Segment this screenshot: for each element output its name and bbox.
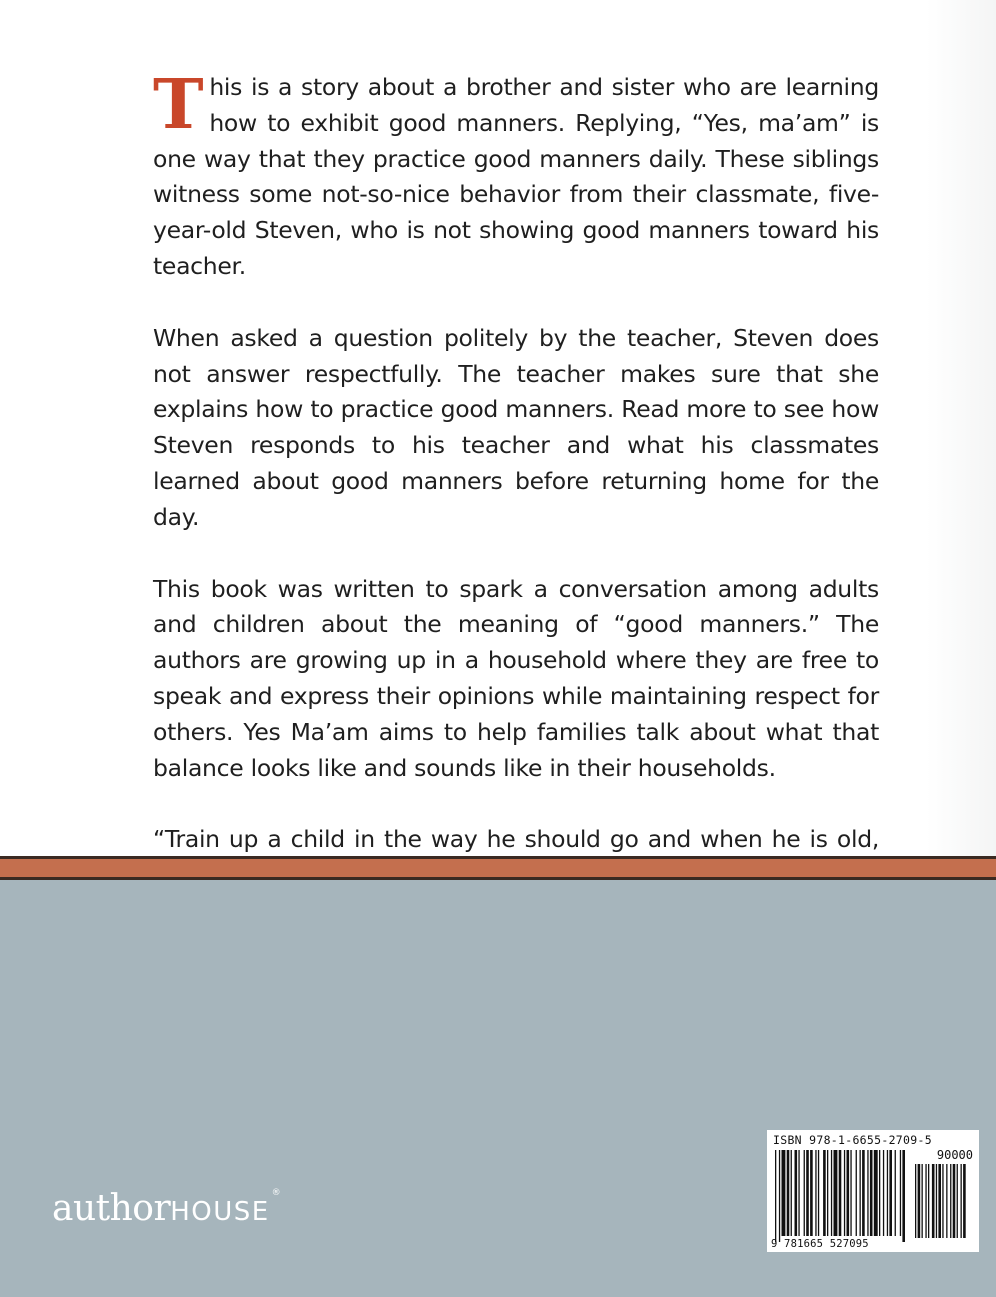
barcode-bar	[806, 1150, 809, 1236]
barcode-bar	[787, 1150, 790, 1236]
barcode-addon-bar	[963, 1164, 966, 1238]
barcode-bar	[889, 1150, 892, 1236]
logo-text-author: author	[52, 1188, 171, 1229]
registered-mark: ®	[271, 1188, 281, 1198]
barcode-bar	[879, 1150, 880, 1236]
barcode-bar	[883, 1150, 884, 1236]
barcode-bar	[850, 1150, 851, 1236]
intro-paragraph	[153, 65, 879, 285]
scripture-quote: “Train up a child in the way he should go and when he is old,	[153, 825, 879, 854]
barcode-bar	[823, 1150, 826, 1236]
blurb	[153, 65, 879, 966]
isbn-label: ISBN 978-1-6655-2709-5	[773, 1133, 932, 1147]
barcode-bar	[874, 1150, 878, 1236]
barcode-bar	[815, 1150, 816, 1236]
barcode-bar	[818, 1150, 819, 1236]
barcode-addon-bar	[950, 1164, 951, 1238]
barcode-addon-bar	[918, 1164, 921, 1238]
barcode-bar	[775, 1150, 776, 1242]
barcode-bar	[804, 1150, 805, 1236]
barcode-addon-bar	[938, 1164, 941, 1238]
barcode-bar	[779, 1150, 780, 1242]
barcode-bar	[900, 1150, 901, 1236]
isbn-barcode	[767, 1130, 979, 1252]
barcode-bar	[870, 1150, 873, 1236]
barcode-bar	[860, 1150, 861, 1236]
barcode-addon-bar	[922, 1164, 923, 1238]
barcode-bar	[902, 1150, 905, 1242]
barcode-bar	[798, 1150, 799, 1236]
barcode-bar	[867, 1150, 868, 1236]
barcode-addon-bar	[946, 1164, 947, 1238]
barcode-bar	[839, 1150, 842, 1236]
barcode-bar	[895, 1150, 896, 1236]
barcode-bar	[862, 1150, 865, 1236]
spine-shadow	[926, 0, 996, 856]
barcode-bar	[844, 1150, 845, 1236]
barcode-bar	[887, 1150, 888, 1236]
barcode-bar	[810, 1150, 813, 1236]
paragraph-2: When asked a question politely by the teacher, Steven does not answer respectfully. The teacher makes sure that she explains how to practice good manners. Read more to see how Steven responds to his teacher and what his classmates learned about good manners before returning home for the day.	[153, 323, 879, 531]
barcode-addon-bar	[925, 1164, 926, 1238]
barcode-bar	[834, 1150, 838, 1236]
barcode-bar	[795, 1150, 798, 1236]
barcode-bar	[791, 1150, 792, 1236]
barcode-bar	[856, 1150, 857, 1236]
barcode-addon-bar	[961, 1164, 962, 1238]
barcode-addon-bar	[932, 1164, 935, 1238]
logo-text-house: HOUSE	[170, 1197, 270, 1227]
barcode-addon-bar	[953, 1164, 956, 1238]
barcode-bar	[782, 1150, 786, 1236]
price-code: 90000	[936, 1148, 973, 1162]
barcode-bar	[847, 1150, 850, 1236]
intro-text: his is a story about a brother and sister who are learning how to exhibit good manners. Replying, “Yes, ma’am” is one way that they practice good manners daily. These siblings witness some not-so-nice behavior from their classmate, five-year-old Steven, who is not showing good manners toward his teacher.	[153, 73, 879, 280]
barcode-digits: 9 781665 527095	[771, 1238, 869, 1250]
drop-cap: T	[153, 65, 204, 145]
barcode-bar	[831, 1150, 832, 1236]
barcode-addon-bar	[915, 1164, 916, 1238]
divider-band	[0, 859, 996, 877]
paragraph-3: This book was written to spark a conversation among adults and children about the meaning of “good manners.” The authors are growing up in a household where they are free to speak and express their opinions while maintaining respect for others. Yes Ma’am aims to help families talk about what that balance looks like and sounds like in their households.	[153, 574, 879, 782]
barcode-addon-bar	[957, 1164, 958, 1238]
barcode-addon-bar	[942, 1164, 943, 1238]
barcode-addon-bar	[928, 1164, 929, 1238]
publisher-logo	[52, 1188, 281, 1229]
barcode-addon-bar	[936, 1164, 937, 1238]
barcode-bar	[827, 1150, 828, 1236]
